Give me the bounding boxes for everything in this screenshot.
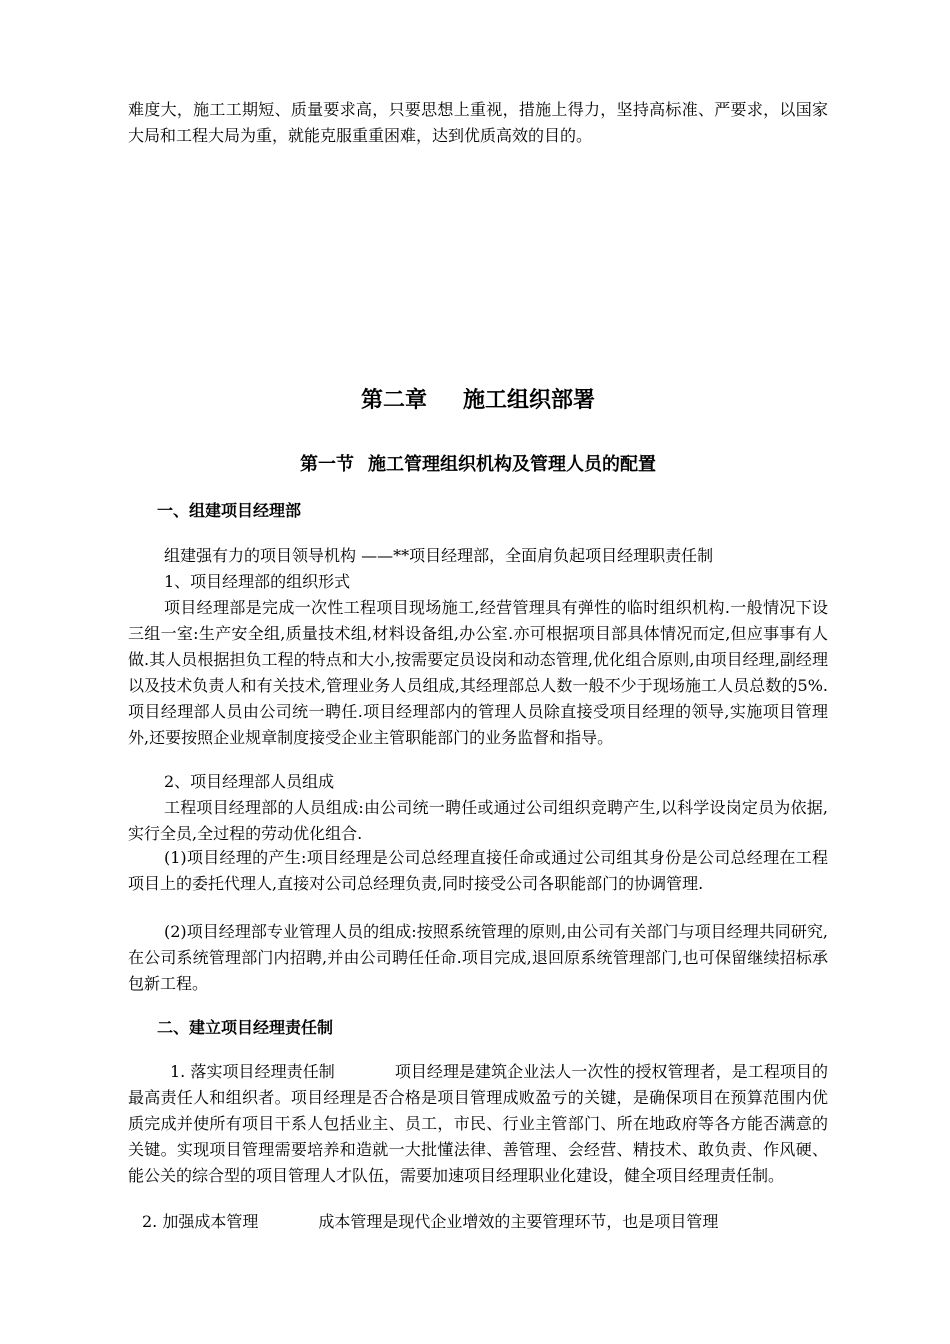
part2-item2-label: 2. 加强成本管理: [142, 1212, 259, 1231]
part1-lead: 组建强有力的项目领导机构 ——**项目经理部，全面肩负起项目经理职责任制: [164, 546, 714, 565]
section-number: 第一节: [300, 454, 354, 475]
section-title: 施工管理组织机构及管理人员的配置: [368, 454, 656, 475]
part1-item2-body: 工程项目经理部的人员组成:由公司统一聘任或通过公司组织竞聘产生,以科学设岗定员为依据,实行全员,全过程的劳动优化组合.: [128, 798, 828, 843]
part1-heading: 一、组建项目经理部: [157, 501, 302, 520]
part1-item2-sub1: (1)项目经理的产生:项目经理是公司总经理直接任命或通过公司组其身份是公司总经理在工程项目上的委托代理人,直接对公司总经理负责,同时接受公司各职能部门的协调管理.: [128, 848, 828, 893]
part2-item2: [128, 1209, 828, 1235]
part1-item1-heading: 1、项目经理部的组织形式: [164, 572, 351, 591]
part2-item2-body: 成本管理是现代企业增效的主要管理环节，也是项目管理: [318, 1212, 719, 1231]
part2-heading: 二、建立项目经理责任制: [157, 1018, 334, 1037]
intro-paragraph: 难度大，施工工期短、质量要求高，只要思想上重视，措施上得力，坚持高标准、严要求，以国家大局和工程大局为重，就能克服重重困难，达到优质高效的目的。: [128, 100, 828, 145]
chapter-number: 第二章: [360, 388, 427, 413]
section-heading: [128, 452, 828, 478]
part2-item1: [128, 1059, 828, 1189]
chapter-title: 施工组织部署: [463, 388, 596, 413]
part1-item2-sub2: (2)项目经理部专业管理人员的组成:按照系统管理的原则,由公司有关部门与项目经理共同研究,在公司系统管理部门内招聘,并由公司聘任任命.项目完成,退回原系统管理部门,也可保留继续招标承包新工程。: [128, 922, 828, 993]
part1-item1-body: 项目经理部是完成一次性工程项目现场施工,经营管理具有弹性的临时组织机构.一般情况下设三组一室:生产安全组,质量技术组,材料设备组,办公室.亦可根据项目部具体情况而定,但应事事有人做.其人员根据担负工程的特点和大小,按需要定员设岗和动态管理,优化组合原则,由项目经理,副经理以及技术负责人和有关技术,管理业务人员组成,其经理部总人数一般不少于现场施工人员总数的5%.项目经理部人员由公司统一聘任.项目经理部内的管理人员除直接受项目经理的领导,实施项目管理外,还要按照企业规章制度接受企业主管职能部门的业务监督和指导。: [128, 598, 828, 747]
part2-item1-label: 1. 落实项目经理责任制: [170, 1062, 335, 1081]
chapter-heading: [128, 386, 828, 416]
part1-item2-heading: 2、项目经理部人员组成: [164, 772, 335, 791]
part2-item1-body: 项目经理是建筑企业法人一次性的授权管理者，是工程项目的最高责任人和组织者。项目经理是否合格是项目管理成败盈亏的关键，是确保项目在预算范围内优质完成并使所有项目干系人包括业主、员工，市民、行业主管部门、所在地政府等各方能否满意的关键。实现项目管理需要培养和造就一大批懂法律、善管理、会经营、精技术、敢负责、作风硬、能公关的综合型的项目管理人才队伍，需要加速项目经理职业化建设，健全项目经理责任制。: [128, 1062, 828, 1185]
